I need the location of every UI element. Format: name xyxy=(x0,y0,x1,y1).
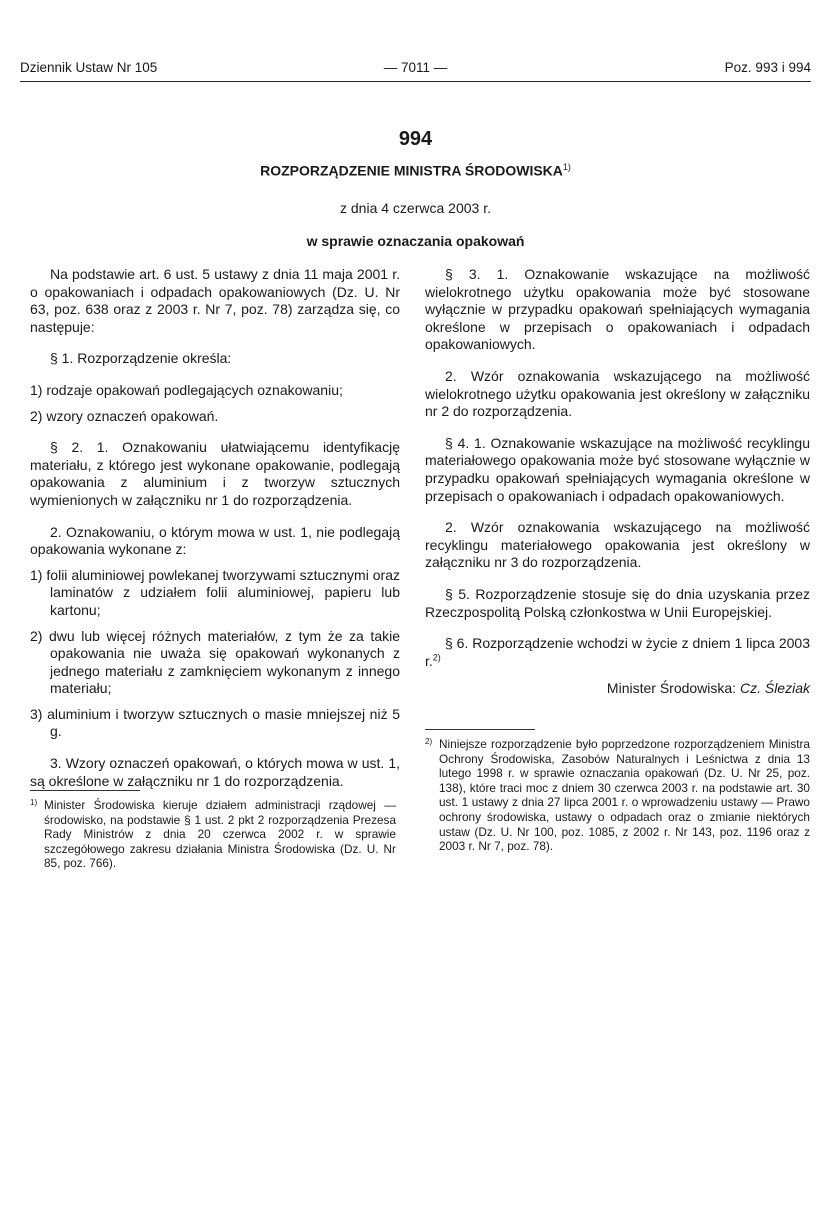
footnote-2 xyxy=(425,737,810,854)
act-date: z dnia 4 czerwca 2003 r. xyxy=(340,200,491,216)
act-number: 994 xyxy=(398,128,433,150)
section-3-par-1: § 3. 1. Oznakowanie wskazujące na możliwość wielokrotnego użytku opakowania może być stosowane wyłącznie w przypadku opakowań spełniających wymagania określone w przepisach o opakowaniach i odpadach opakowaniowych. xyxy=(425,266,810,353)
footnote-2-mark: 2) xyxy=(425,737,433,746)
section-4-par-1: § 4. 1. Oznakowanie wskazujące na możliwość recyklingu materiałowego opakowania może być stosowane wyłącznie w przypadku opakowań spełniających wymagania określone w przepisach o opakowaniach i odpadach opakowaniowych. xyxy=(425,434,810,504)
header-rule xyxy=(20,81,811,82)
footnote-1-rule xyxy=(30,790,140,791)
act-title-text: ROZPORZĄDZENIE MINISTRA ŚRODOWISKA xyxy=(260,162,563,179)
signature xyxy=(425,680,810,698)
signature-name: Cz. Śleziak xyxy=(739,680,810,697)
left-column xyxy=(30,266,400,804)
section-1-item-2: 2) wzory oznaczeń opakowań. xyxy=(30,407,219,424)
section-2-par-1: § 2. 1. Oznakowaniu ułatwiającemu identyfikację materiału, z którego jest wykonane opakowanie, podlegają opakowania z aluminium i z tworzyw sztucznych wymienionych w załączniku nr 1 do rozporządzenia. xyxy=(30,439,400,508)
section-2-par-3: 3. Wzory oznaczeń opakowań, o których mowa w ust. 1, są określone w załączniku nr 1 do rozporządzenia. xyxy=(30,755,400,789)
preamble: Na podstawie art. 6 ust. 5 ustawy z dnia 11 maja 2001 r. o opakowaniach i odpadach opakowaniowych (Dz. U. Nr 63, poz. 638 oraz z 2003 r. Nr 7, poz. 78) zarządza się, co następuje: xyxy=(30,266,400,335)
page-number: — 7011 — xyxy=(383,60,448,75)
signature-role: Minister Środowiska: xyxy=(606,680,737,697)
section-2-item-3: 3) aluminium i tworzyw sztucznych o masie mniejszej niż 5 g. xyxy=(30,705,400,740)
section-2-item-1: 1) folii aluminiowej powlekanej tworzywami sztucznymi oraz laminatów z udziałem folii aluminiowej, papieru lub kartonu; xyxy=(30,566,400,618)
right-column xyxy=(425,266,810,712)
section-6-footnote-ref: 2) xyxy=(432,652,441,663)
section-5: § 5. Rozporządzenie stosuje się do dnia uzyskania przez Rzeczpospolitą Polską członkostwa w Unii Europejskiej. xyxy=(425,585,810,620)
position-numbers: Poz. 993 i 994 xyxy=(724,60,811,75)
section-2-par-2: 2. Oznakowaniu, o którym mowa w ust. 1, nie podlegają opakowania wykonane z: xyxy=(30,523,400,558)
footnote-1 xyxy=(30,798,396,871)
section-6-text: § 6. Rozporządzenie wchodzi w życie z dniem 1 lipca 2003 r. xyxy=(425,635,810,669)
title-footnote-ref: 1) xyxy=(562,162,571,172)
section-1-item-1: 1) rodzaje opakowań podlegających oznakowaniu; xyxy=(30,381,343,398)
journal-name: Dziennik Ustaw Nr 105 xyxy=(20,60,158,75)
footnote-2-rule xyxy=(425,729,535,730)
footnote-2-text: Niniejsze rozporządzenie było poprzedzone rozporządzeniem Ministra Ochrony Środowiska, Zasobów Naturalnych i Leśnictwa z dnia 13 lutego 1998 r. w sprawie oznaczania opakowań (Dz. U. Nr 25, poz. 138), które traci moc z dniem 30 czerwca 2003 r. na podstawie art. 30 ust. 1 ustawy z dnia 27 lipca 2001 r. o wprowadzeniu ustawy — Prawo ochrony środowiska, ustawy o odpadach oraz o zmianie niektórych ustaw (Dz. U. Nr 100, poz. 1085, z 2002 r. Nr 143, poz. 1196 oraz z 2003 r. Nr 7, poz. 78). xyxy=(439,737,810,854)
footnote-1-mark: 1) xyxy=(30,798,38,807)
footnote-1-text: Minister Środowiska kieruje działem administracji rządowej — środowisko, na podstawie § 1 ust. 2 pkt 2 rozporządzenia Prezesa Rady Ministrów z dnia 20 czerwca 2002 r. w sprawie szczegółowego zakresu działania Ministra Środowiska (Dz. U. Nr 85, poz. 766). xyxy=(44,798,396,871)
section-1: § 1. Rozporządzenie określa: xyxy=(50,350,232,367)
act-subject: w sprawie oznaczania opakowań xyxy=(306,233,525,249)
section-4-par-2: 2. Wzór oznakowania wskazującego na możliwość recyklingu materiałowego opakowania jest określony w załączniku nr 3 do rozporządzenia. xyxy=(425,519,810,571)
page-header xyxy=(20,60,811,82)
act-title xyxy=(0,162,831,179)
section-2-item-2: 2) dwu lub więcej różnych materiałów, z tym że za takie opakowania nie uważa się opakowań wykonanych z jednego materiału z zamknięciem wykonanym z innego materiału; xyxy=(30,627,400,697)
section-3-par-2: 2. Wzór oznakowania wskazującego na możliwość wielokrotnego użytku opakowania jest określony w załączniku nr 2 do rozporządzenia. xyxy=(425,367,810,420)
section-6 xyxy=(425,635,810,670)
